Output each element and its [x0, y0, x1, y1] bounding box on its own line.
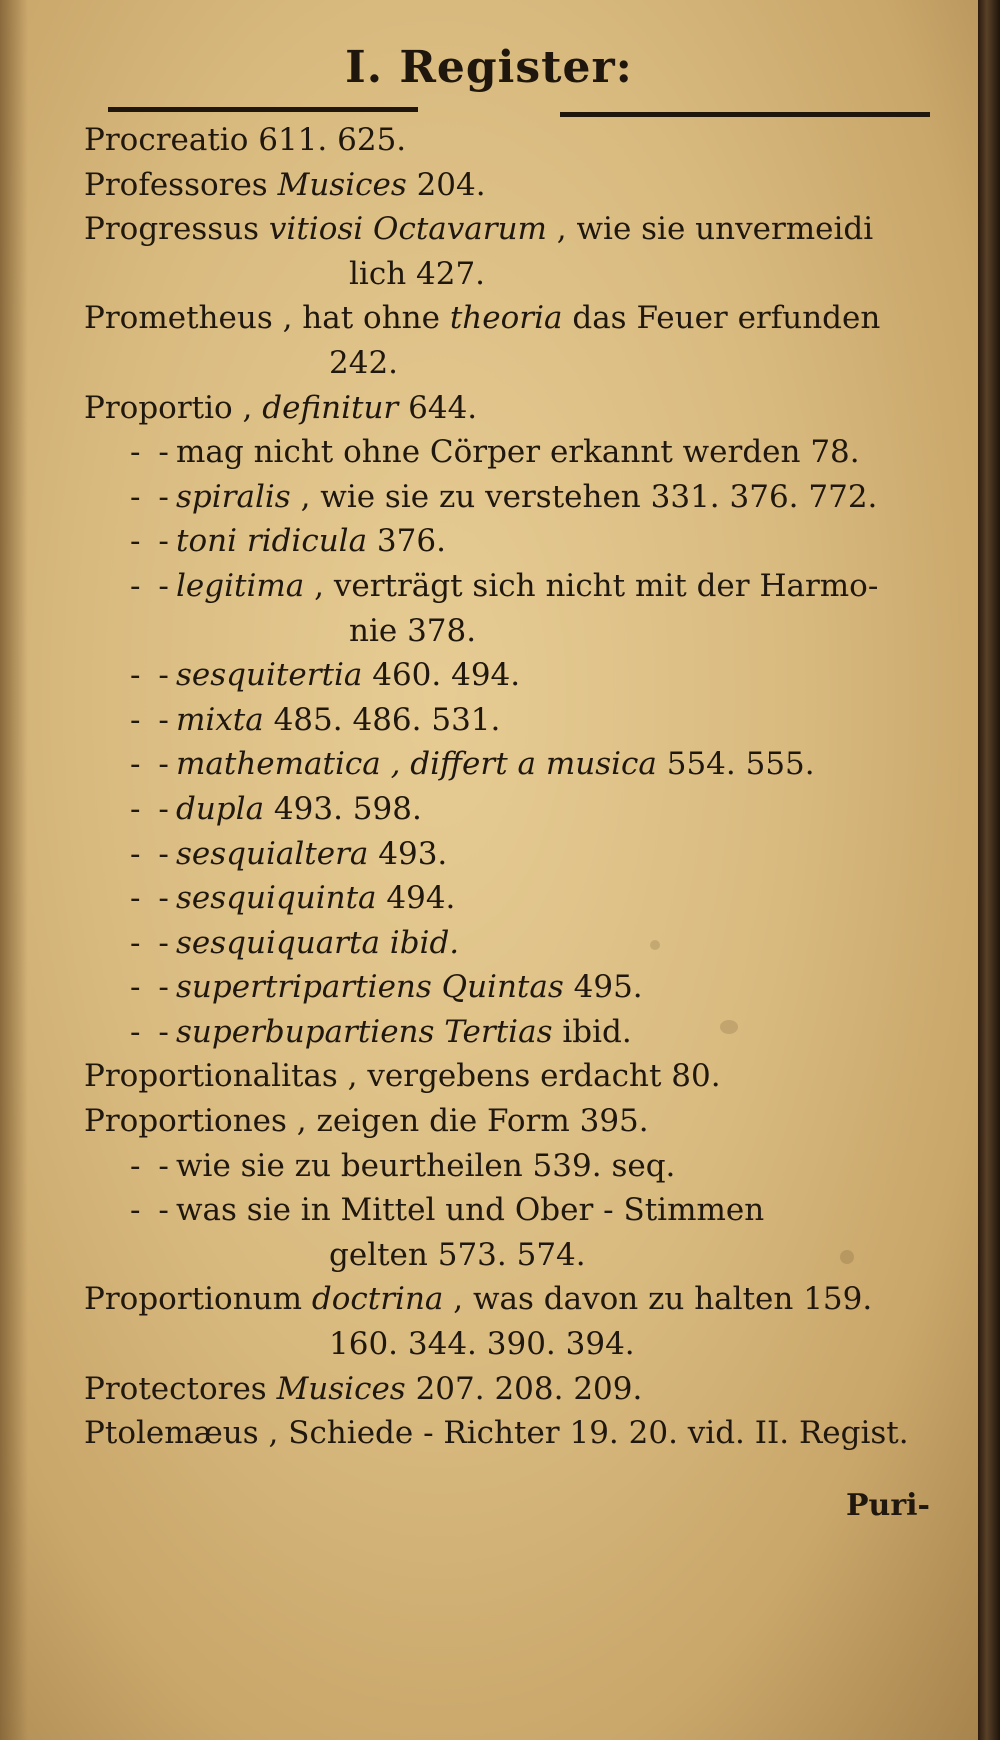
sub-entry-dash: - -	[130, 746, 173, 783]
entry-text: wie sie zu beurtheilen 539. seq.	[176, 1147, 676, 1184]
book-spine-edge	[978, 0, 1000, 1740]
header-rule-right	[560, 112, 930, 117]
entry-latin: sesquiquarta ibid.	[176, 924, 460, 961]
entry-latin: spiralis	[176, 478, 291, 515]
header-rule-left	[108, 107, 418, 112]
index-entry	[84, 1367, 944, 1412]
entry-text: Procreatio 611. 625.	[84, 122, 407, 158]
entry-continuation	[84, 252, 944, 297]
entry-text: , was davon zu halten 159.	[443, 1281, 873, 1318]
entry-continuation	[84, 609, 944, 654]
entry-pages: 494.	[376, 880, 456, 917]
entry-pages: ibid.	[552, 1013, 632, 1050]
entry-headword: Protectores	[84, 1370, 277, 1407]
sub-entry	[84, 475, 944, 520]
sub-entry-dash: - -	[130, 478, 173, 515]
sub-entry	[84, 921, 944, 966]
index-entry	[84, 163, 944, 208]
entry-headword: Proportio ,	[84, 389, 263, 426]
entry-pages: 160. 344. 390. 394.	[329, 1326, 635, 1363]
index-entry	[84, 1411, 944, 1456]
entry-latin: sesquiquinta	[176, 880, 377, 917]
sub-entry-dash: - -	[130, 835, 173, 872]
entry-continuation	[84, 1322, 944, 1367]
entry-latin: Musices	[276, 1370, 406, 1407]
sub-entry-dash: - -	[130, 1147, 173, 1184]
entry-headword: Proportionum	[84, 1281, 312, 1318]
entry-pages: 554. 555.	[656, 746, 815, 783]
entry-latin: dupla	[176, 790, 265, 827]
entry-text: , wie sie unvermeidi	[546, 211, 874, 248]
sub-entry	[84, 742, 944, 787]
index-entry	[84, 1099, 944, 1144]
entry-pages: 495.	[563, 969, 643, 1006]
entry-text: , verträgt sich nicht mit der Harmo-	[304, 567, 879, 604]
entry-pages: 204.	[406, 166, 486, 203]
sub-entry	[84, 653, 944, 698]
entry-pages: 485. 486. 531.	[263, 701, 501, 738]
sub-entry	[84, 832, 944, 877]
entry-continuation	[84, 341, 944, 386]
entry-pages: lich 427.	[349, 255, 486, 292]
sub-entry	[84, 564, 944, 609]
entry-pages: 460. 494.	[362, 657, 521, 694]
index-entry	[84, 386, 944, 431]
entry-text: das Feuer erfunden	[562, 300, 881, 337]
sub-entry	[84, 1010, 944, 1055]
sub-entry-dash: - -	[130, 790, 173, 827]
sub-entry	[84, 430, 944, 475]
sub-entry-dash: - -	[130, 701, 173, 738]
entry-latin: theoria	[449, 300, 563, 337]
entry-text: , wie sie zu verstehen 331. 376. 772.	[290, 478, 878, 515]
entry-latin: doctrina	[311, 1281, 444, 1318]
entry-text: Proportiones , zeigen die Form 395.	[84, 1103, 649, 1140]
index-entry	[84, 1277, 944, 1322]
entry-pages: 207. 208. 209.	[405, 1370, 643, 1407]
sub-entry	[84, 519, 944, 564]
entry-latin: supertripartiens Quintas	[176, 969, 564, 1006]
sub-entry-dash: - -	[130, 657, 173, 694]
sub-entry-dash: - -	[130, 880, 173, 917]
entry-text: Proportionalitas , vergebens erdacht 80.	[84, 1058, 721, 1095]
sub-entry	[84, 1188, 944, 1233]
entry-pages: 242.	[329, 344, 399, 381]
entry-text: mag nicht ohne Cörper erkannt werden 78.	[176, 434, 860, 471]
sub-entry-dash: - -	[130, 924, 173, 961]
entry-text: Ptolemæus , Schiede - Richter 19. 20. vid. II. Regist.	[84, 1415, 909, 1452]
index-entry	[84, 207, 944, 252]
entry-latin: superbupartiens Tertias	[176, 1013, 553, 1050]
sub-entry-dash: - -	[130, 969, 173, 1006]
entry-text: nie 378.	[349, 612, 477, 649]
entry-latin: sesquitertia	[176, 657, 363, 694]
entry-headword: Progressus	[84, 211, 269, 248]
running-head: I. Register:	[345, 42, 633, 93]
index-entries	[84, 118, 944, 1456]
entry-latin: mixta	[176, 701, 264, 738]
index-entry	[84, 118, 944, 163]
sub-entry	[84, 876, 944, 921]
entry-latin: mathematica , differt a musica	[176, 746, 657, 783]
entry-latin: legitima	[176, 567, 305, 604]
entry-continuation	[84, 1233, 944, 1278]
entry-latin: toni ridicula	[176, 523, 368, 560]
entry-pages: 493.	[368, 835, 448, 872]
index-entry	[84, 296, 944, 341]
sub-entry	[84, 965, 944, 1010]
entry-latin: sesquialtera	[176, 835, 369, 872]
sub-entry	[84, 1144, 944, 1189]
sub-entry	[84, 787, 944, 832]
sub-entry-dash: - -	[130, 523, 173, 560]
entry-headword: Prometheus , hat ohne	[84, 300, 450, 337]
sub-entry-dash: - -	[130, 1013, 173, 1050]
sub-entry-dash: - -	[130, 434, 173, 471]
entry-latin: Musices	[277, 166, 407, 203]
entry-pages: 644.	[398, 389, 478, 426]
sub-entry-dash: - -	[130, 567, 173, 604]
entry-pages: 376.	[367, 523, 446, 560]
entry-headword: Professores	[84, 166, 278, 203]
entry-latin: definitur	[262, 389, 399, 426]
entry-pages: 493. 598.	[264, 790, 422, 827]
index-entry	[84, 1054, 944, 1099]
sub-entry	[84, 698, 944, 743]
entry-text: was sie in Mittel und Ober - Stimmen	[176, 1192, 765, 1229]
sub-entry-dash: - -	[130, 1192, 173, 1229]
catchword: Puri-	[845, 1488, 930, 1523]
entry-pages: gelten 573. 574.	[329, 1236, 586, 1273]
entry-latin: vitiosi Octavarum	[268, 211, 547, 248]
